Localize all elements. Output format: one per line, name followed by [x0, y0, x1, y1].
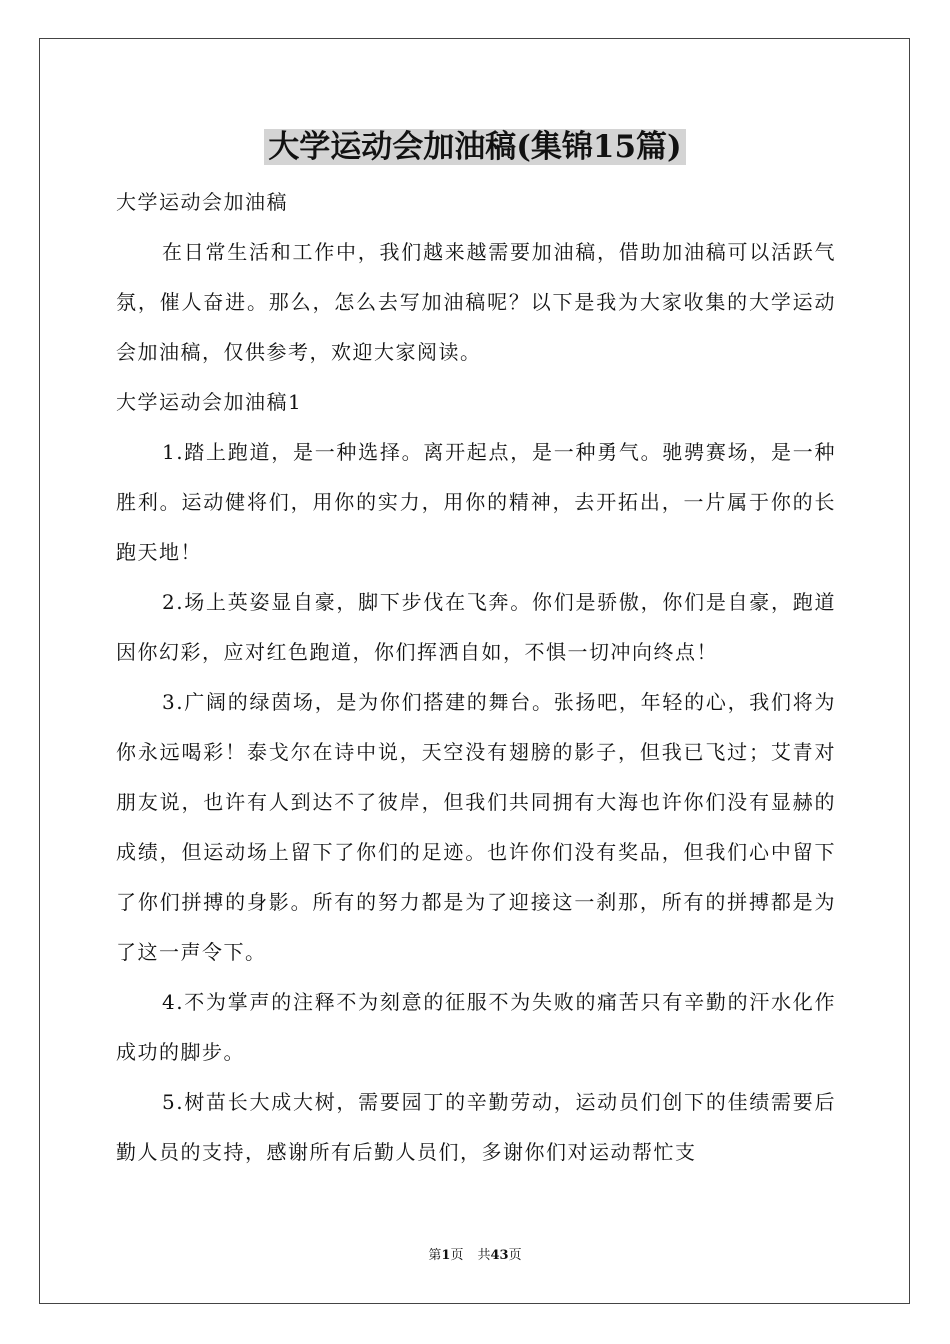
- paragraph-item-4: 4.不为掌声的注释不为刻意的征服不为失败的痛苦只有辛勤的汗水化作成功的脚步。: [116, 990, 836, 1064]
- section-heading: 大学运动会加油稿1: [116, 390, 303, 414]
- section-heading: 大学运动会加油稿: [116, 190, 288, 214]
- document-title: [0, 126, 950, 168]
- footer-total-suffix: 页: [508, 1248, 522, 1263]
- paragraph-item-2: 2.场上英姿显自豪，脚下步伐在飞奔。你们是骄傲，你们是自豪，跑道因你幻彩，应对红色跑道，你们挥洒自如，不惧一切冲向终点！: [116, 590, 836, 664]
- document-body: [116, 177, 836, 1177]
- page-footer: [0, 1247, 950, 1265]
- paragraph-intro: 在日常生活和工作中，我们越来越需要加油稿，借助加油稿可以活跃气氛，催人奋进。那么，怎么去写加油稿呢？以下是我为大家收集的大学运动会加油稿，仅供参考，欢迎大家阅读。: [116, 240, 836, 364]
- footer-page-suffix: 页: [450, 1248, 464, 1263]
- paragraph-item-3: 3.广阔的绿茵场，是为你们搭建的舞台。张扬吧，年轻的心，我们将为你永远喝彩！泰戈尔在诗中说，天空没有翅膀的影子，但我已飞过；艾青对朋友说，也许有人到达不了彼岸，但我们共同拥有大海也许你们没有显赫的成绩，但运动场上留下了你们的足迹。也许你们没有奖品，但我们心中留下了你们拼搏的身影。所有的努力都是为了迎接这一刹那，所有的拼搏都是为了这一声令下。: [116, 690, 836, 964]
- footer-total-prefix: 共: [477, 1248, 491, 1263]
- paragraph-item-5: 5.树苗长大成大树，需要园丁的辛勤劳动，运动员们创下的佳绩需要后勤人员的支持，感谢所有后勤人员们，多谢你们对运动帮忙支: [116, 1090, 836, 1164]
- footer-page-number: 1: [441, 1248, 451, 1263]
- footer-page-prefix: 第: [428, 1248, 442, 1263]
- footer-total-pages: 43: [490, 1248, 509, 1263]
- paragraph-item-1: 1.踏上跑道，是一种选择。离开起点，是一种勇气。驰骋赛场，是一种胜利。运动健将们，用你的实力，用你的精神，去开拓出，一片属于你的长跑天地！: [116, 440, 836, 564]
- document-title-text: 大学运动会加油稿(集锦15篇): [264, 129, 685, 165]
